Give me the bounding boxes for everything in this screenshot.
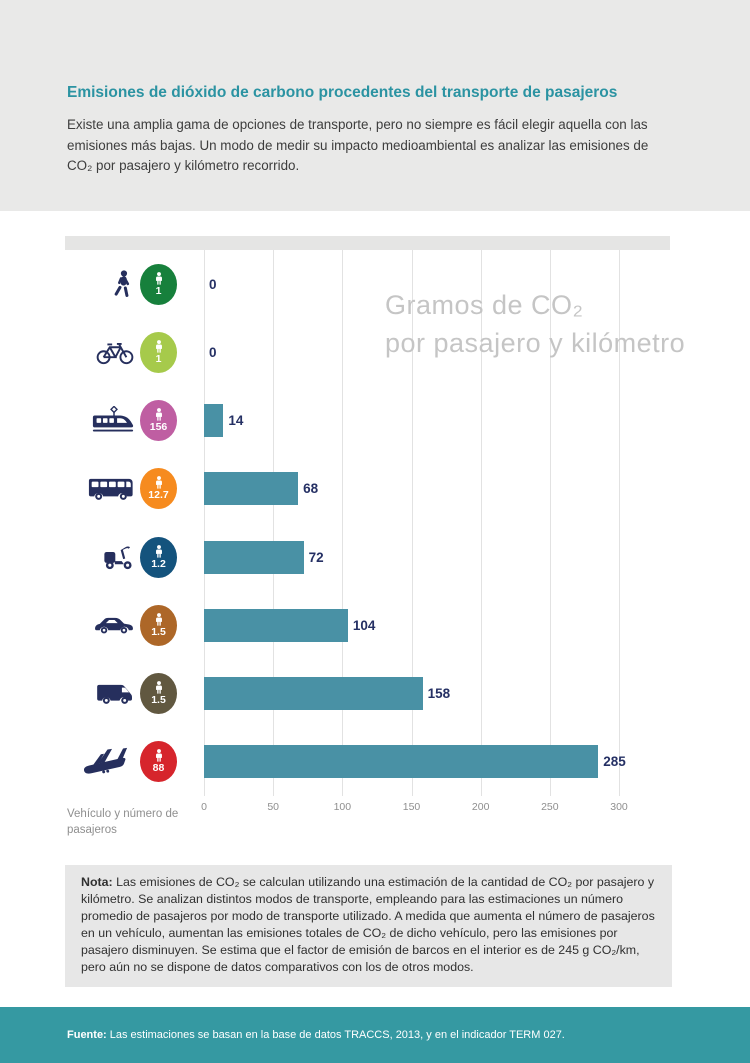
chart-row [65, 455, 685, 523]
person-icon [154, 681, 164, 694]
person-icon [154, 613, 164, 626]
x-tick-label: 100 [333, 801, 352, 813]
intro-paragraph: Existe una amplia gama de opciones de transporte, pero no siempre es fácil elegir aquella con las emisiones más bajas. Un modo de medir su impacto medioambiental es analizar las emisiones de CO₂ por pasajero y kilómetro recorrido. [67, 117, 649, 173]
bar [204, 677, 423, 710]
passenger-badge [140, 400, 177, 441]
note-label: Nota: [81, 875, 113, 889]
person-icon [154, 408, 164, 421]
passenger-badge [140, 332, 177, 373]
passenger-badge [140, 673, 177, 714]
footer-text [67, 1029, 565, 1041]
note-text [81, 874, 656, 977]
x-tick-label: 300 [610, 801, 628, 813]
passenger-badge [140, 741, 177, 782]
chart-rows [65, 250, 685, 796]
bar [204, 541, 304, 574]
chart-row [65, 728, 685, 796]
bar-value: 72 [308, 549, 324, 565]
footer-bar [0, 1007, 750, 1063]
passenger-count: 1.5 [151, 694, 166, 707]
x-tick-label: 0 [201, 801, 207, 813]
scooter-icon [103, 544, 134, 570]
bar-value: 68 [303, 481, 319, 497]
passenger-count: 1 [155, 284, 162, 297]
x-axis [201, 801, 628, 815]
chart-row [65, 387, 685, 455]
chart-row [65, 660, 685, 728]
passenger-count: 1.5 [151, 625, 166, 638]
footer-label: Fuente: [67, 1029, 107, 1041]
chart-header-bar [65, 236, 670, 250]
watermark-line-2: por pasajero y kilómetro [385, 328, 686, 358]
bar-value: 0 [209, 276, 217, 292]
passenger-count: 156 [149, 421, 168, 434]
chart-row [65, 591, 685, 659]
bar-value: 285 [603, 754, 626, 770]
passenger-badge [140, 468, 177, 509]
person-icon [154, 340, 164, 353]
bar [204, 404, 223, 437]
x-tick-label: 250 [541, 801, 559, 813]
passenger-count: 1.2 [151, 557, 166, 570]
tram-icon [92, 406, 134, 436]
van-icon [97, 683, 134, 705]
person-icon [154, 749, 164, 762]
passenger-badge [140, 605, 177, 646]
bar-value: 0 [209, 344, 217, 360]
car-icon [94, 616, 134, 634]
bar-value: 14 [228, 413, 244, 429]
header-band [0, 0, 750, 211]
person-icon [154, 272, 164, 285]
passenger-count: 12.7 [148, 489, 169, 502]
watermark-line-1: Gramos de CO₂ [385, 290, 584, 320]
passenger-badge [140, 537, 177, 578]
passenger-count: 1 [155, 352, 162, 365]
plane-icon [82, 746, 134, 777]
bar [204, 745, 598, 778]
bar [204, 472, 298, 505]
person-icon [154, 476, 164, 489]
note-body: Las emisiones de CO₂ se calculan utilizando una estimación de la cantidad de CO₂ por pasajero y kilómetro. Se analizan distintos modos de transporte, empleando para las estimaciones un número promedio de pasajeros por modo de transporte utilizado. A medida que aumenta el número de pasajeros en un vehículo, aumentan las emisiones totales de CO₂ de dicho vehículo, pero las emisiones por pasajero disminuyen. Se estima que el factor de emisión de barcos en el interior es de 245 g CO₂/km, pero aún no se dispone de datos comparativos con los de otros modos. [81, 875, 655, 975]
bar-value: 104 [352, 617, 376, 633]
x-tick-label: 150 [402, 801, 421, 813]
pedestrian-icon [112, 270, 134, 299]
footer-body: Las estimaciones se basan en la base de datos TRACCS, 2013, y en el indicador TERM 027. [109, 1029, 565, 1041]
chart-row [65, 523, 685, 591]
page-title: Emisiones de dióxido de carbono procedentes del transporte de pasajeros [67, 84, 618, 101]
passenger-count: 88 [152, 762, 165, 775]
bar-value: 158 [427, 686, 451, 702]
chart-row [65, 250, 685, 318]
bar [204, 609, 348, 642]
axis-caption: Vehículo y número de pasajeros [67, 808, 179, 836]
person-icon [154, 545, 164, 558]
passenger-badge [140, 264, 177, 305]
chart-row [65, 318, 685, 386]
x-tick-label: 200 [471, 801, 490, 813]
note-box [65, 865, 672, 987]
x-tick-label: 50 [267, 801, 279, 813]
bicycle-icon [96, 339, 134, 365]
bus-icon [88, 477, 134, 501]
